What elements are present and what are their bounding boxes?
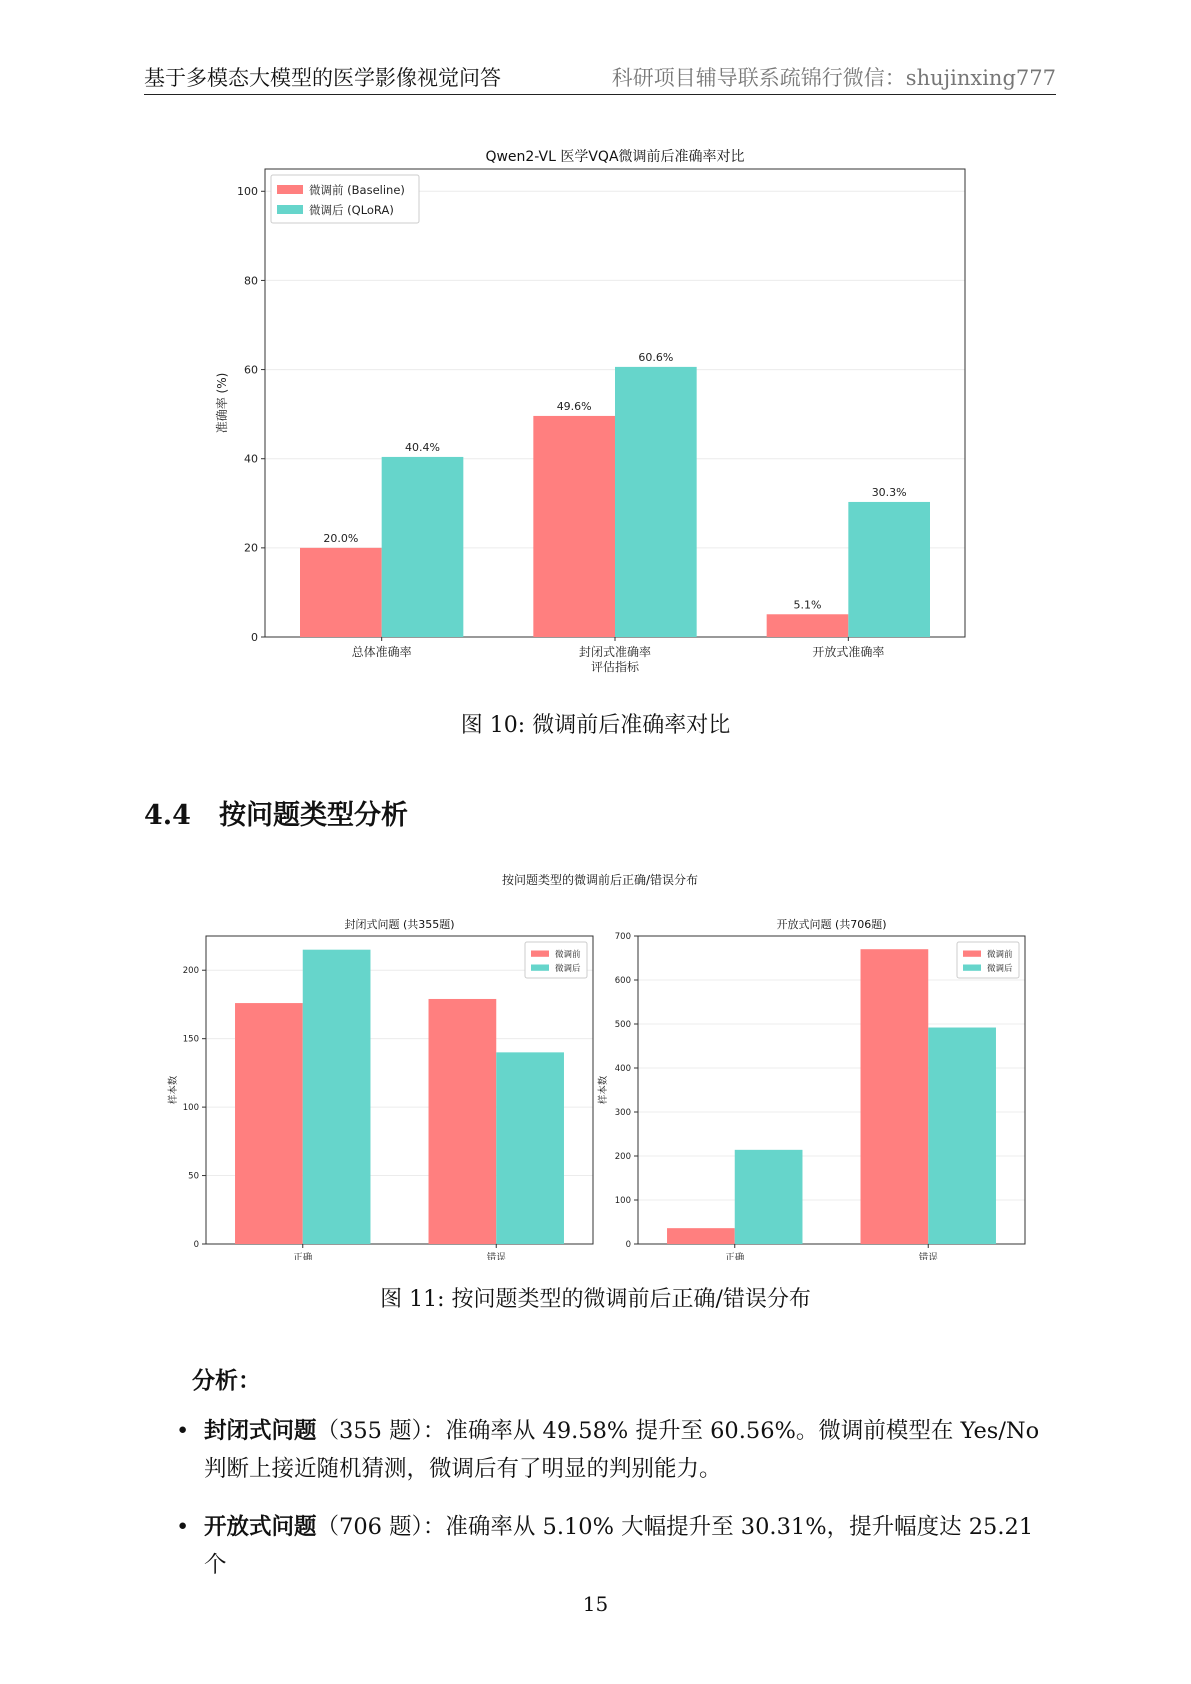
analysis-title: 分析： xyxy=(192,1367,261,1394)
bar xyxy=(928,1028,996,1244)
x-tick-label: 总体准确率 xyxy=(351,645,412,659)
y-tick-label: 100 xyxy=(182,1103,199,1114)
bar-value-label: 30.3% xyxy=(871,485,907,499)
section-heading xyxy=(144,793,408,832)
legend-swatch xyxy=(531,951,549,957)
legend-label: 微调前 xyxy=(987,949,1013,960)
legend-swatch xyxy=(531,965,549,971)
y-axis-label: 样本数 xyxy=(598,1075,609,1105)
bar xyxy=(533,416,615,637)
analysis-list xyxy=(176,1412,1056,1604)
bar xyxy=(496,1052,564,1244)
y-tick-label: 50 xyxy=(188,1171,199,1182)
bar-value-label: 5.1% xyxy=(793,598,822,612)
figure-11 xyxy=(160,872,1040,1260)
x-tick-label: 错误 xyxy=(918,1252,938,1260)
chart-title: 开放式问题 (共706题) xyxy=(776,918,887,931)
x-tick-label: 正确 xyxy=(725,1252,745,1260)
bullet-text: （706 题）：准确率从 5.10% 大幅提升至 30.31%，提升幅度达 25.21 个 xyxy=(204,1514,1034,1578)
bar-value-label: 40.4% xyxy=(405,440,440,454)
page-number: 15 xyxy=(582,1592,609,1616)
bar xyxy=(303,950,371,1244)
bullet-term: 封闭式问题 xyxy=(204,1418,317,1444)
header-title: 基于多模态大模型的医学影像视觉问答 xyxy=(144,66,501,90)
y-tick-label: 500 xyxy=(614,1019,631,1030)
y-tick-label: 80 xyxy=(244,274,258,288)
header-contact: 科研项目辅导联系疏锦行微信：shujinxing777 xyxy=(611,66,1056,90)
y-tick-label: 150 xyxy=(182,1034,199,1045)
page-header xyxy=(144,62,1056,95)
legend-swatch xyxy=(277,185,303,194)
section-title: 按问题类型分析 xyxy=(218,800,408,831)
bar xyxy=(429,999,497,1244)
bullet-text: （355 题）：准确率从 49.58% 提升至 60.56%。微调前模型在 Yes/No 判断上接近随机猜测，微调后有了明显的判别能力。 xyxy=(204,1418,1040,1482)
accuracy-bar-chart xyxy=(210,142,990,682)
figure-suptitle: 按问题类型的微调前后正确/错误分布 xyxy=(501,873,699,887)
y-tick-label: 40 xyxy=(244,452,258,466)
bar-value-label: 20.0% xyxy=(323,531,359,545)
bar xyxy=(667,1228,735,1244)
section-number: 4.4 xyxy=(144,800,191,831)
bar xyxy=(735,1150,803,1244)
y-tick-label: 400 xyxy=(614,1063,631,1074)
legend-label: 微调前 xyxy=(555,949,581,960)
y-tick-label: 300 xyxy=(614,1107,631,1118)
bar-value-label: 49.6% xyxy=(556,399,592,413)
legend-swatch xyxy=(277,205,303,214)
legend-label: 微调前 (Baseline) xyxy=(309,183,405,197)
list-item xyxy=(176,1508,1056,1584)
y-tick-label: 0 xyxy=(625,1239,631,1250)
bullet-term: 开放式问题 xyxy=(204,1514,317,1540)
y-axis-label: 样本数 xyxy=(168,1075,179,1105)
legend-swatch xyxy=(963,951,981,957)
y-tick-label: 200 xyxy=(182,966,199,977)
legend-swatch xyxy=(963,965,981,971)
y-tick-label: 200 xyxy=(614,1151,631,1162)
bar xyxy=(848,502,930,637)
bar xyxy=(615,367,697,637)
x-tick-label: 正确 xyxy=(293,1252,313,1260)
x-tick-label: 错误 xyxy=(486,1252,506,1260)
bar xyxy=(300,548,382,637)
bar xyxy=(767,614,849,637)
legend-label: 微调后 (QLoRA) xyxy=(309,203,394,217)
chart-title: 封闭式问题 (共355题) xyxy=(344,918,455,931)
y-tick-label: 700 xyxy=(614,931,631,942)
x-tick-label: 封闭式准确率 xyxy=(578,645,652,659)
y-tick-label: 0 xyxy=(193,1239,199,1250)
x-tick-label: 开放式准确率 xyxy=(812,645,885,659)
y-tick-label: 600 xyxy=(614,975,631,986)
figure-11-caption: 图 11: 按问题类型的微调前后正确/错误分布 xyxy=(380,1287,811,1312)
list-item xyxy=(176,1412,1056,1488)
bar-value-label: 60.6% xyxy=(638,350,674,364)
y-tick-label: 0 xyxy=(251,630,258,644)
legend-label: 微调后 xyxy=(987,963,1013,974)
y-tick-label: 100 xyxy=(237,185,258,199)
y-axis-label: 准确率 (%) xyxy=(215,372,229,434)
y-tick-label: 60 xyxy=(244,363,258,377)
figure-10-caption: 图 10: 微调前后准确率对比 xyxy=(460,713,731,738)
y-tick-label: 100 xyxy=(614,1195,631,1206)
x-axis-label: 评估指标 xyxy=(590,660,640,674)
bar xyxy=(382,457,464,637)
bar xyxy=(861,949,929,1244)
y-tick-label: 20 xyxy=(244,541,258,555)
legend-label: 微调后 xyxy=(555,963,581,974)
figure-10 xyxy=(210,142,990,682)
question-type-distribution-chart xyxy=(160,872,1040,1260)
bar xyxy=(235,1003,303,1244)
chart-title: Qwen2-VL 医学VQA微调前后准确率对比 xyxy=(485,149,745,165)
